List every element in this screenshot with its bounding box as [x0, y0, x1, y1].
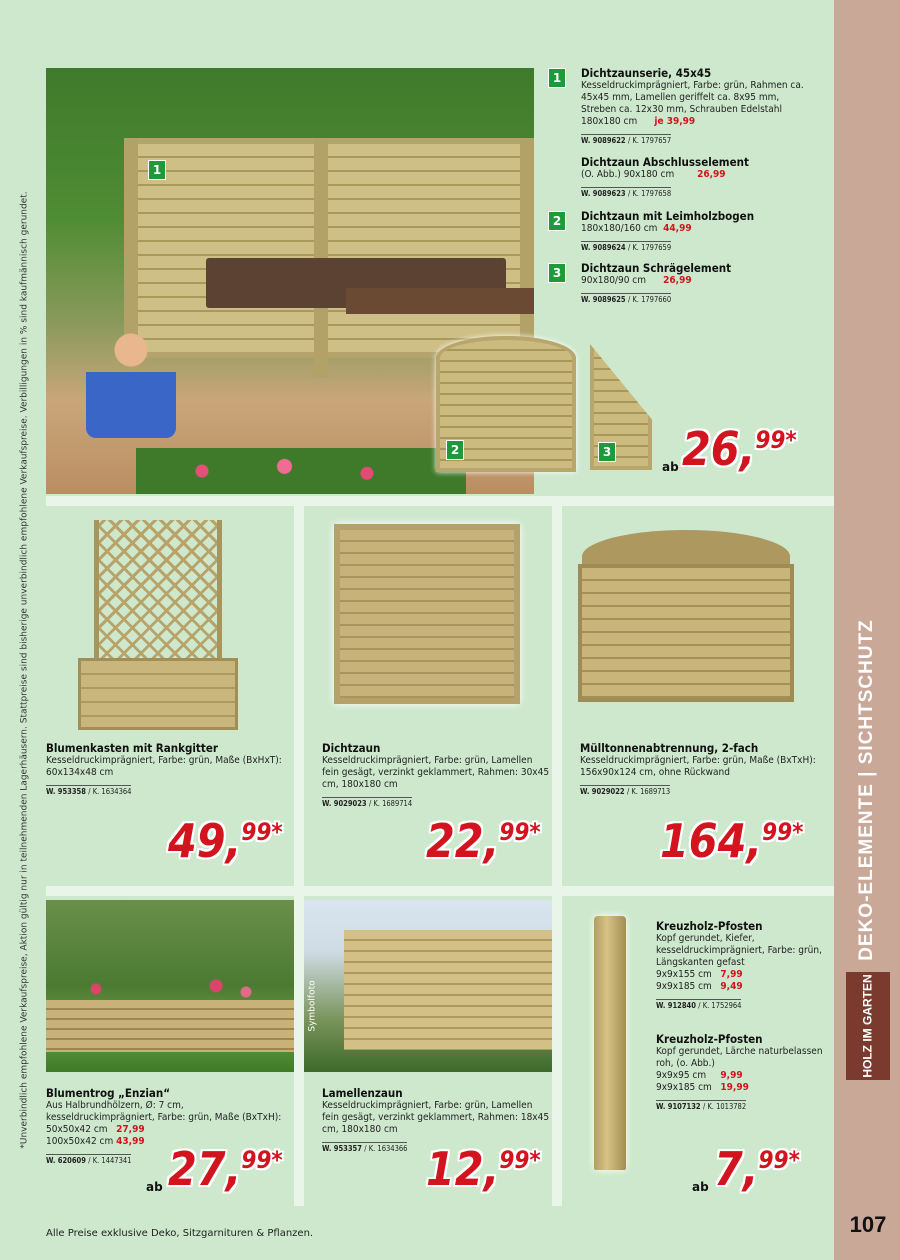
product-muelltonnenabtrennung: Mülltonnenabtrennung, 2-fach Kesseldruckimprägniert, Farbe: grün, Maße (BxTxH): 156x90x124 cm, ohne Rückwand W. 9029022 / K. 1689713	[580, 741, 816, 797]
page-number: 107	[849, 1212, 887, 1237]
divider	[552, 506, 562, 886]
section-title: DEKO-ELEMENTE | SICHTSCHUTZ	[856, 619, 878, 961]
product-lamellenzaun: Lamellenzaun Kesseldruckimprägniert, Farbe: grün, Lamellen fein gesägt, verzinkt geklammert, Rahmen: 18x45 cm, 180x180 cm W. 953357 / K. 1634366	[322, 1086, 550, 1154]
bin-enclosure-image	[578, 530, 794, 702]
product-blumentrog: Blumentrog „Enzian“ Aus Halbrundhölzern, Ø: 7 cm, kesseldruckimprägniert, Farbe: grün, Maße (BxTxH): 50x50x42 cm 27,99 100x50x42 cm 43,99 W. 620609 / K. 1447341	[46, 1086, 282, 1166]
table-image	[346, 288, 534, 314]
list-tag-2: 2	[548, 211, 566, 231]
price-disclaimer: *Unverbindlich empfohlene Verkaufspreise, Aktion gültig nur in teilnehmenden Lagerhäusern. Stattpreise sind bisherige unverbindlich empfohlene Verkaufspreise. Verbilligungen in % sind kaufmännisch gerundet.	[20, 191, 30, 1149]
child-image	[86, 328, 176, 438]
from-label: ab	[662, 460, 679, 474]
price-blumentrog: 27,99*	[168, 1142, 283, 1196]
from-label: ab	[692, 1180, 709, 1194]
product-schraegelement: Dichtzaun Schrägelement 90x180/90 cm 26,99 W. 9089625 / K. 1797660	[581, 261, 732, 305]
price-muell: 164,99*	[660, 814, 804, 868]
image-tag-2: 2	[446, 440, 464, 460]
image-tag-1: 1	[148, 160, 166, 180]
list-tag-1: 1	[548, 68, 566, 88]
product-kreuzholz-pfosten-laerche: Kreuzholz-Pfosten Kopf gerundet, Lärche naturbelassen roh, (o. Abb.) 9x9x95 cm 9,99 9x9x185 cm 19,99 W. 9107132 / K. 1013782	[656, 1032, 823, 1112]
price-pfosten: 7,99*	[714, 1142, 800, 1196]
product-dichtzaun: Dichtzaun Kesseldruckimprägniert, Farbe: grün, Lamellen fein gesägt, verzinkt geklammert, Rahmen: 30x45 cm, 180x180 cm W. 9029023 / K. 1689714	[322, 741, 550, 809]
price-blumenkasten: 49,99*	[168, 814, 283, 868]
log-planter-photo	[46, 900, 294, 1072]
hero-price: 26,99*	[682, 422, 797, 476]
product-blumenkasten: Blumenkasten mit Rankgitter Kesseldruckimprägniert, Farbe: grün, Maße (BxHxT): 60x134x48 cm W. 953358 / K. 1634364	[46, 741, 282, 797]
divider	[46, 496, 834, 506]
footer-note: Alle Preise exklusive Deko, Sitzgarnituren & Pflanzen.	[46, 1228, 314, 1239]
product-leimholzbogen: Dichtzaun mit Leimholzbogen 180x180/160 cm 44,99 W. 9089624 / K. 1797659	[581, 209, 755, 253]
wooden-post-image	[594, 916, 626, 1170]
divider	[294, 506, 304, 886]
divider	[46, 886, 834, 896]
planter-trellis-image	[78, 520, 238, 732]
price-dichtzaun: 22,99*	[426, 814, 541, 868]
slat-fence-photo	[304, 900, 552, 1072]
product-abschlusselement: Dichtzaun Abschlusselement (O. Abb.) 90x180 cm 26,99 W. 9089623 / K. 1797658	[581, 155, 749, 199]
flowers-image	[136, 448, 466, 494]
category-label: HOLZ IM GARTEN	[846, 972, 890, 1080]
product-kreuzholz-pfosten-kiefer: Kreuzholz-Pfosten Kopf gerundet, Kiefer, kesseldruckimprägniert, Farbe: grün, Längskanten gefast 9x9x155 cm 7,99 9x9x185 cm 9,49 W. 912840 / K. 1752964	[656, 919, 822, 1011]
divider	[552, 896, 562, 1206]
product-dichtzaunserie: Dichtzaunserie, 45x45 Kesseldruckimprägniert, Farbe: grün, Rahmen ca. 45x45 mm, Lamellen geriffelt ca. 8x95 mm, Streben ca. 12x30 mm, Schrauben Edelstahl 180x180 cm je 39,99 W. 9089622 / K. 1797657	[581, 66, 804, 146]
list-tag-3: 3	[548, 263, 566, 283]
price-lamellenzaun: 12,99*	[426, 1142, 541, 1196]
symbol-photo-label: Symbolfoto	[308, 980, 318, 1032]
image-tag-3: 3	[598, 442, 616, 462]
privacy-fence-image	[334, 524, 520, 704]
from-label: ab	[146, 1180, 163, 1194]
divider	[294, 896, 304, 1206]
